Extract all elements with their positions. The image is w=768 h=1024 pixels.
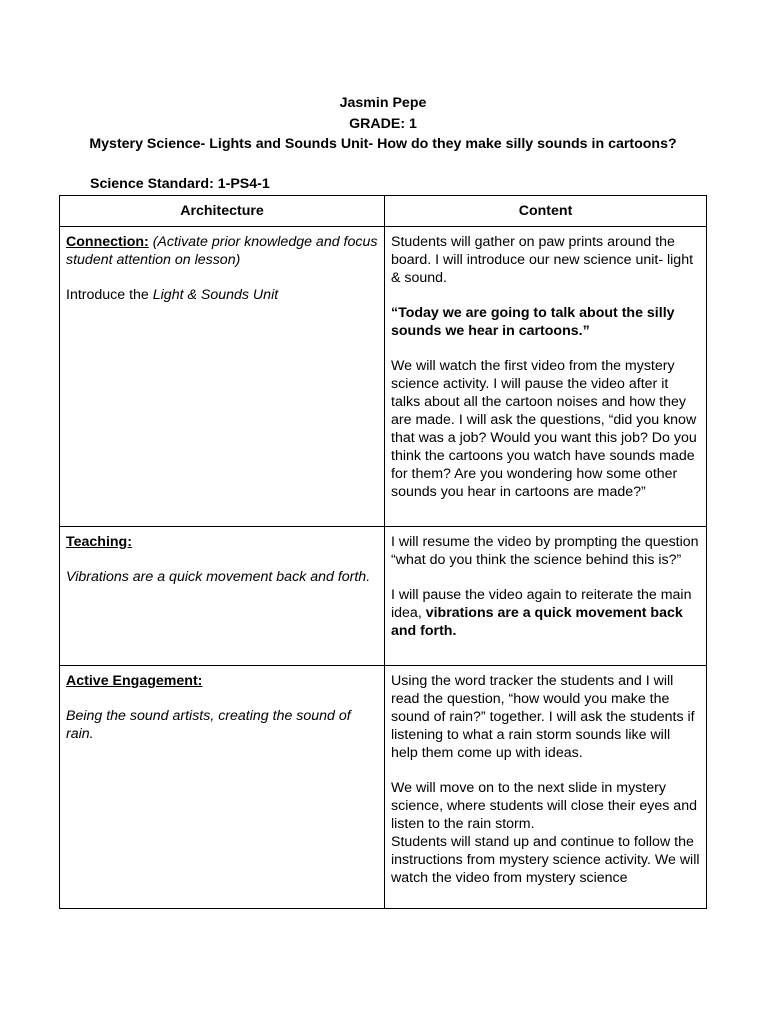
active-engagement-architecture-cell (60, 666, 385, 909)
teaching-heading: Teaching: (66, 534, 132, 550)
connection-content-quote: “Today we are going to talk about the silly sounds we hear in cartoons.” (391, 305, 675, 339)
table-header-row (60, 196, 707, 227)
connection-intro-prefix: Introduce the (66, 287, 153, 303)
teaching-subtitle: Vibrations are a quick movement back and forth. (66, 569, 371, 585)
grade-label: GRADE: 1 (349, 115, 417, 132)
teaching-content-p2-bold: vibrations are a quick movement back and forth. (391, 605, 683, 639)
table-row-active-engagement (60, 666, 707, 909)
table-row-teaching (60, 527, 707, 666)
connection-heading: Connection: (66, 234, 149, 250)
connection-subtitle: (Activate prior knowledge and focus student attention on lesson) (66, 234, 378, 268)
active-engagement-content-cell (385, 666, 707, 909)
teaching-content-p1: I will resume the video by prompting the question “what do you think the science behind this is?” (391, 534, 699, 568)
connection-content-p3: We will watch the first video from the mystery science activity. I will pause the video after it talks about all the cartoon noises and how they are made. I will ask the questions, “did you know that was a job? Would you want this job? Do you think the cartoons you watch have sounds made for them? Are you wondering how some other sounds you hear in cartoons are made?” (391, 358, 697, 500)
teaching-content-cell (385, 527, 707, 666)
teaching-content-p2-prefix: I will pause the video again to reiterate the main idea, (391, 587, 692, 621)
teaching-architecture-cell (60, 527, 385, 666)
connection-intro (66, 286, 378, 304)
connection-architecture-cell (60, 227, 385, 527)
lesson-plan-table (59, 195, 707, 909)
content-column-header: Content (385, 196, 707, 227)
author-name: Jasmin Pepe (339, 95, 427, 111)
active-engagement-content-p1: Using the word tracker the students and I will read the question, “how would you make the sound of rain?” together. I will ask the students if listening to what a rain storm sounds like will help them come up with ideas. (391, 673, 695, 761)
teaching-content-p2 (391, 586, 700, 640)
active-engagement-subtitle: Being the sound artists, creating the sound of rain. (66, 708, 351, 742)
document-header (60, 93, 706, 155)
connection-intro-unit: Light & Sounds Unit (152, 287, 279, 303)
active-engagement-content-p3: Students will stand up and continue to follow the instructions from mystery science activity. We will watch the video from mystery science (391, 834, 700, 886)
active-engagement-content-p2: We will move on to the next slide in mystery science, where students will close their eyes and listen to the rain storm. (391, 780, 697, 832)
science-standard: Science Standard: 1-PS4-1 (90, 176, 270, 192)
connection-heading-line (66, 233, 378, 269)
table-row-connection (60, 227, 707, 527)
active-engagement-heading: Active Engagement: (66, 673, 203, 689)
connection-content-cell (385, 227, 707, 527)
lesson-title: Mystery Science- Lights and Sounds Unit- How do they make silly sounds in cartoons? (89, 136, 677, 152)
connection-content-p1: Students will gather on paw prints around the board. I will introduce our new science unit- light & sound. (391, 234, 694, 286)
architecture-column-header: Architecture (60, 196, 385, 227)
